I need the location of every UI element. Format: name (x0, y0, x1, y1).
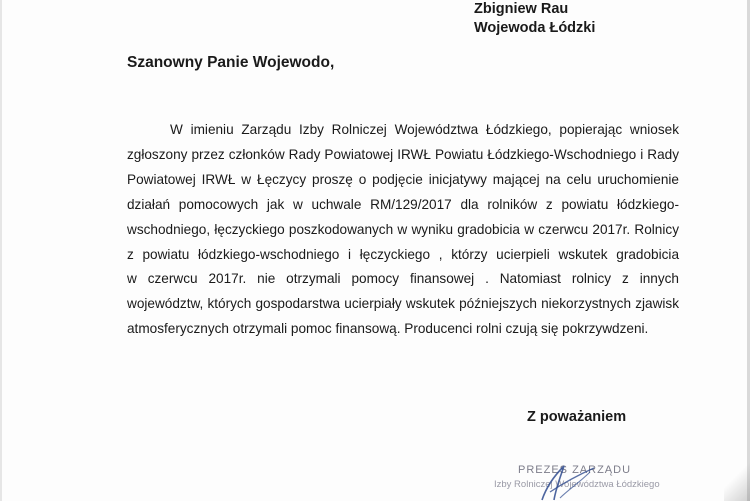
body-line: województw, których gospodarstwa ucierpiały wskutek późniejszych niekorzystnych zjawisk (127, 296, 679, 312)
greeting: Szanowny Panie Wojewodo, (127, 54, 335, 71)
body-line: atmosferycznych otrzymali pomoc finansową. Producenci rolni czują się pokrzywdzeni. (127, 321, 649, 337)
body-line: z powiatu łódzkiego-wschodniego i łęczyckiego , którzy ucierpieli wskutek gradobicia (127, 246, 679, 262)
body-line: wschodniego, łęczyckiego poszkodowanych w wyniku gradobicia w czerwcu 2017r. Rolnicy (127, 221, 679, 237)
page-corner-shadow (724, 461, 750, 501)
page-left-edge (0, 0, 2, 501)
stamp-title: PREZES ZARZĄDU (518, 464, 632, 476)
closing: Z poważaniem (527, 409, 627, 425)
recipient-name: Zbigniew Rau (474, 1, 569, 17)
signature-icon (520, 458, 610, 501)
recipient-title: Wojewoda Łódzki (474, 20, 596, 36)
body-line: W imieniu Zarządu Izby Rolniczej Województwa Łódzkiego, popierając wniosek (170, 122, 679, 137)
body-line: w czerwcu 2017r. nie otrzymali pomocy finansowej . Natomiast rolnicy z innych (127, 271, 679, 287)
body-line: Powiatowej IRWŁ w Łęczycy proszę o podjęcie inicjatywy mającej na celu uruchomienie (127, 171, 679, 187)
stamp-org: Izby Rolniczej Województwa Łódzkiego (494, 479, 660, 490)
body-line: zgłoszony przez członków Rady Powiatowej IRWŁ Powiatu Łódzkiego-Wschodniego i Rady (127, 146, 679, 162)
recipient-block (474, 0, 595, 38)
body-line: działań pomocowych jak w uchwale RM/129/2017 dla rolników z powiatu łódzkiego- (127, 196, 679, 212)
letter-body (127, 118, 679, 342)
